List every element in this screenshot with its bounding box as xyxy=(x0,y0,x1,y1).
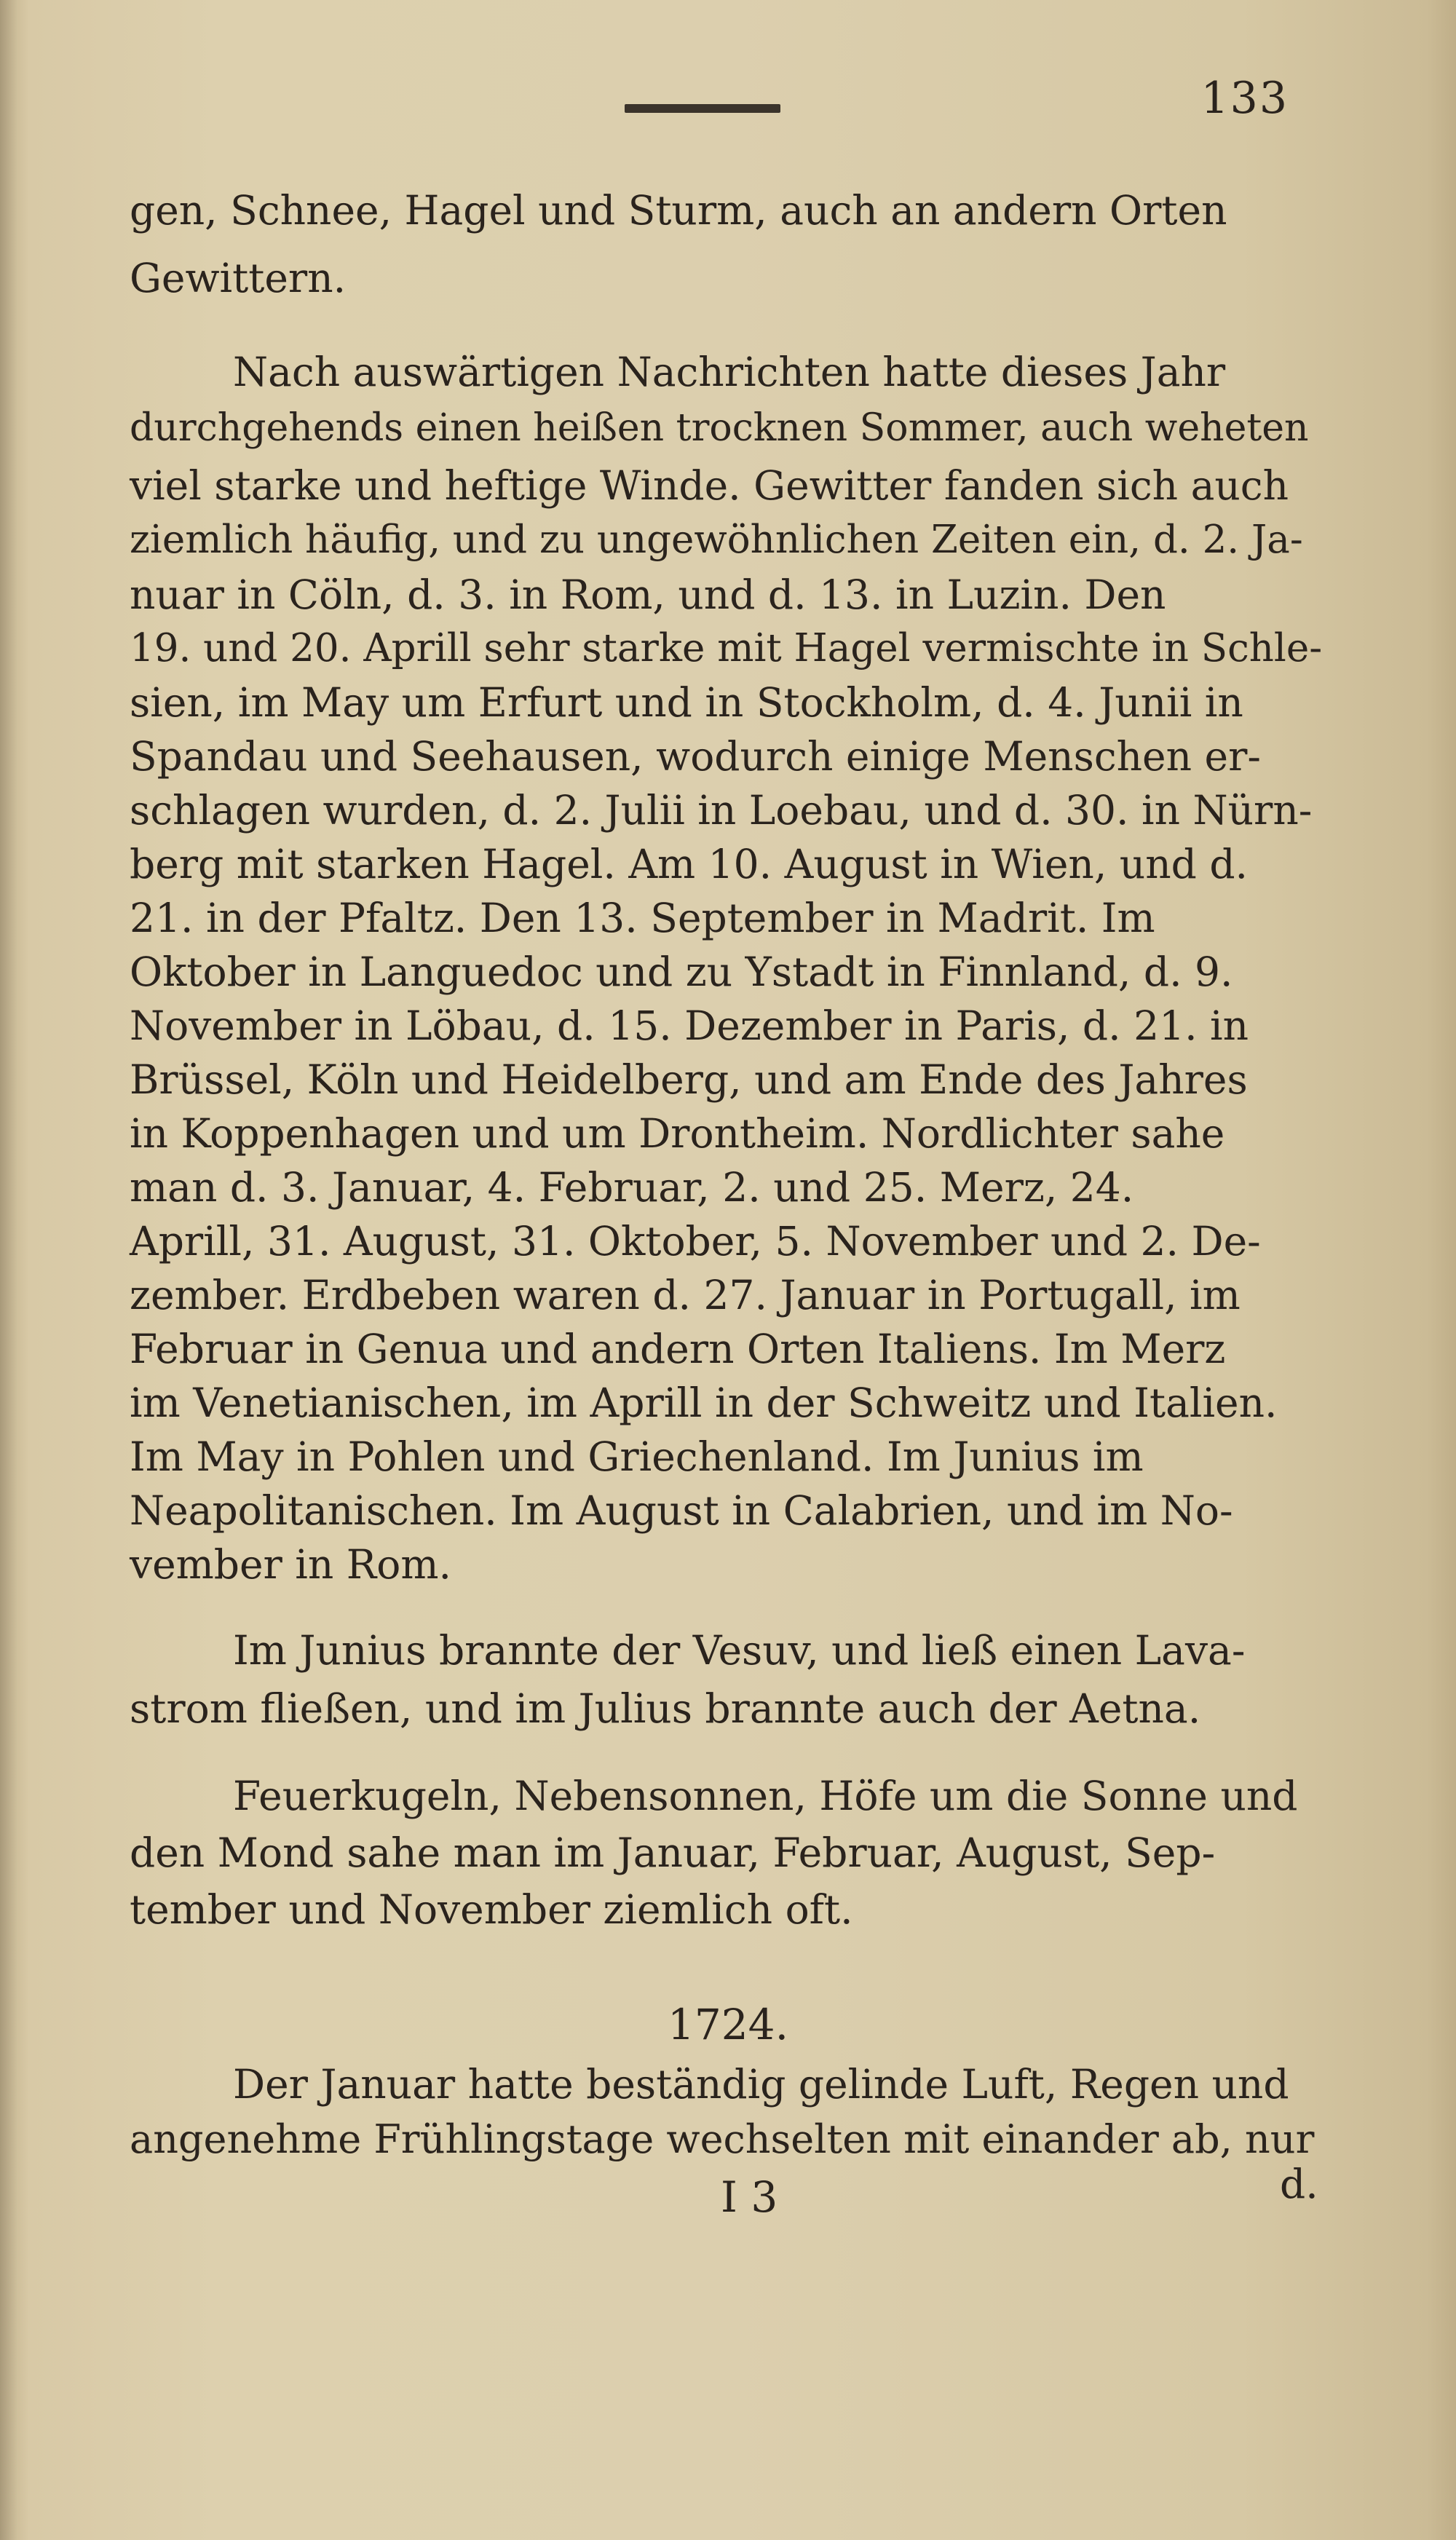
text-line: 19. und 20. Aprill sehr starke mit Hagel vermischte in Schle- xyxy=(130,626,1323,670)
text-line: sien, im May um Erfurt und in Stockholm, d. 4. Junii in xyxy=(130,679,1243,726)
text-line: Aprill, 31. August, 31. Oktober, 5. November und 2. De- xyxy=(130,1218,1261,1265)
year-heading: 1724. xyxy=(667,2000,789,2049)
text-line: Neapolitanischen. Im August in Calabrien, und im No- xyxy=(130,1487,1233,1534)
text-line: Feuerkugeln, Nebensonnen, Höfe um die Sonne und xyxy=(233,1773,1298,1819)
header-rule xyxy=(625,104,780,113)
text-line: Der Januar hatte beständig gelinde Luft, Regen und xyxy=(233,2061,1289,2108)
text-line: strom fließen, und im Julius brannte auch der Aetna. xyxy=(130,1685,1201,1732)
text-line: Brüssel, Köln und Heidelberg, und am Ende des Jahres xyxy=(130,1056,1248,1103)
text-line: Gewittern. xyxy=(130,255,347,301)
text-line: Februar in Genua und andern Orten Italiens. Im Merz xyxy=(130,1326,1226,1372)
text-line: man d. 3. Januar, 4. Februar, 2. und 25. Merz, 24. xyxy=(130,1164,1134,1211)
text-line: Spandau und Seehausen, wodurch einige Menschen er- xyxy=(130,733,1261,780)
text-line: 21. in der Pfaltz. Den 13. September in Madrit. Im xyxy=(130,895,1155,941)
text-line: nuar in Cöln, d. 3. in Rom, und d. 13. in Luzin. Den xyxy=(130,571,1166,618)
text-line: durchgehends einen heißen trocknen Sommer, auch weheten xyxy=(130,406,1309,450)
text-line: angenehme Frühlingstage wechselten mit einander ab, nur xyxy=(130,2116,1315,2162)
text-line: ziemlich häufig, und zu ungewöhnlichen Zeiten ein, d. 2. Ja- xyxy=(130,518,1303,562)
text-line: tember und November ziemlich oft. xyxy=(130,1886,853,1933)
text-line: vember in Rom. xyxy=(130,1541,451,1588)
text-line: November in Löbau, d. 15. Dezember in Paris, d. 21. in xyxy=(130,1002,1249,1049)
text-line: Im May in Pohlen und Griechenland. Im Junius im xyxy=(130,1433,1144,1480)
text-line: den Mond sahe man im Januar, Februar, August, Sep- xyxy=(130,1829,1216,1876)
text-line: Oktober in Languedoc und zu Ystadt in Finnland, d. 9. xyxy=(130,949,1233,995)
page-number: 133 xyxy=(1200,73,1289,124)
text-line: berg mit starken Hagel. Am 10. August in Wien, und d. xyxy=(130,841,1249,887)
text-line: zember. Erdbeben waren d. 27. Januar in Portugall, im xyxy=(130,1272,1241,1318)
text-line: im Venetianischen, im Aprill in der Schweitz und Italien. xyxy=(130,1380,1278,1426)
text-line: Im Junius brannte der Vesuv, und ließ einen Lava- xyxy=(233,1627,1246,1674)
text-line: schlagen wurden, d. 2. Julii in Loebau, und d. 30. in Nürn- xyxy=(130,787,1313,834)
text-line: gen, Schnee, Hagel und Sturm, auch an andern Orten xyxy=(130,187,1227,234)
text-line: viel starke und heftige Winde. Gewitter fanden sich auch xyxy=(130,462,1289,509)
signature-mark: I 3 xyxy=(721,2172,778,2222)
text-line: in Koppenhagen und um Drontheim. Nordlichter sahe xyxy=(130,1110,1225,1157)
catchword: d. xyxy=(1280,2161,1318,2207)
text-line: Nach auswärtigen Nachrichten hatte dieses Jahr xyxy=(233,349,1226,395)
